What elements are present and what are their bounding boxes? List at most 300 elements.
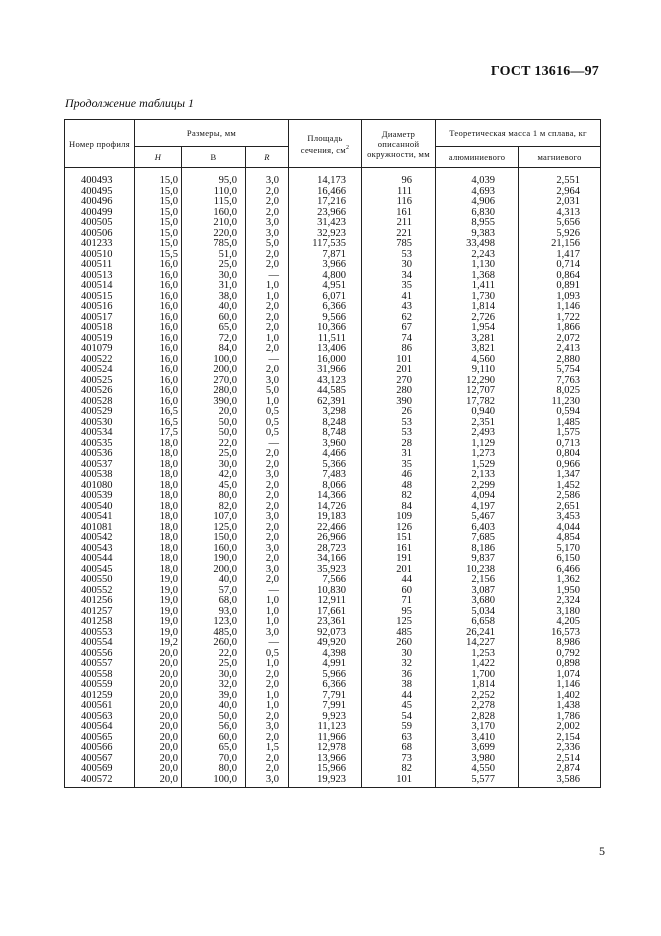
- table-cell: 3,170: [436, 722, 519, 733]
- table-cell: 51,0: [182, 250, 246, 261]
- table-cell: 18,0: [135, 491, 182, 502]
- table-cell: 400557: [65, 659, 135, 670]
- table-cell: 2,0: [246, 187, 289, 198]
- table-cell: 0,966: [519, 460, 601, 471]
- table-cell: 40,0: [182, 701, 246, 712]
- table-cell: 30: [362, 649, 436, 660]
- table-cell: 49,920: [289, 638, 362, 649]
- table-cell: 68,0: [182, 596, 246, 607]
- table-cell: 4,854: [519, 533, 601, 544]
- table-row: [65, 512, 601, 523]
- table-cell: 260,0: [182, 638, 246, 649]
- table-row: [65, 197, 601, 208]
- table-cell: 5,754: [519, 365, 601, 376]
- table-cell: 15,0: [135, 197, 182, 208]
- table-cell: 401233: [65, 239, 135, 250]
- col-b: B: [182, 147, 246, 168]
- col-aluminium: алюминиевого: [436, 147, 519, 168]
- table-cell: 2,0: [246, 680, 289, 691]
- table-cell: 400506: [65, 229, 135, 240]
- table-cell: 19,923: [289, 775, 362, 788]
- table-cell: 117,535: [289, 239, 362, 250]
- table-cell: 19,0: [135, 617, 182, 628]
- table-cell: 11,123: [289, 722, 362, 733]
- table-cell: 20,0: [135, 670, 182, 681]
- table-cell: 400519: [65, 334, 135, 345]
- table-cell: 10,830: [289, 586, 362, 597]
- table-cell: 161: [362, 544, 436, 555]
- table-cell: 400559: [65, 680, 135, 691]
- table-cell: 2,0: [246, 733, 289, 744]
- table-cell: 2,874: [519, 764, 601, 775]
- table-row: [65, 449, 601, 460]
- table-cell: 1,700: [436, 670, 519, 681]
- table-cell: 31,0: [182, 281, 246, 292]
- table-cell: 3,0: [246, 168, 289, 187]
- table-cell: 3,0: [246, 775, 289, 788]
- table-cell: —: [246, 271, 289, 282]
- table-cell: 53: [362, 418, 436, 429]
- table-cell: 25,0: [182, 659, 246, 670]
- table-cell: 44: [362, 691, 436, 702]
- table-cell: 2,0: [246, 197, 289, 208]
- table-cell: 22,0: [182, 439, 246, 450]
- table-cell: 4,550: [436, 764, 519, 775]
- table-cell: 3,0: [246, 376, 289, 387]
- table-cell: 14,173: [289, 168, 362, 187]
- table-cell: 100,0: [182, 775, 246, 788]
- table-cell: 8,066: [289, 481, 362, 492]
- table-cell: 1,0: [246, 292, 289, 303]
- table-cell: 280,0: [182, 386, 246, 397]
- table-cell: 36: [362, 670, 436, 681]
- table-cell: 400524: [65, 365, 135, 376]
- table-cell: 1,0: [246, 397, 289, 408]
- table-cell: 1,368: [436, 271, 519, 282]
- table-cell: 5,0: [246, 386, 289, 397]
- table-cell: 21,156: [519, 239, 601, 250]
- table-cell: 3,453: [519, 512, 601, 523]
- table-cell: 45,0: [182, 481, 246, 492]
- table-cell: 3,960: [289, 439, 362, 450]
- table-cell: 2,324: [519, 596, 601, 607]
- table-cell: 400561: [65, 701, 135, 712]
- table-cell: 1,146: [519, 680, 601, 691]
- table-row: [65, 701, 601, 712]
- table-cell: 4,466: [289, 449, 362, 460]
- table-cell: 2,243: [436, 250, 519, 261]
- table-cell: 3,586: [519, 775, 601, 788]
- table-cell: 12,911: [289, 596, 362, 607]
- table-cell: 1,529: [436, 460, 519, 471]
- table-cell: 200,0: [182, 365, 246, 376]
- table-cell: 12,707: [436, 386, 519, 397]
- table-cell: 400564: [65, 722, 135, 733]
- table-cell: 73: [362, 754, 436, 765]
- table-cell: 111: [362, 187, 436, 198]
- table-cell: 400526: [65, 386, 135, 397]
- table-cell: 16,0: [135, 355, 182, 366]
- table-cell: 70,0: [182, 754, 246, 765]
- table-cell: 1,866: [519, 323, 601, 334]
- table-cell: 390: [362, 397, 436, 408]
- table-cell: 16,0: [135, 281, 182, 292]
- table-cell: 2,0: [246, 302, 289, 313]
- table-cell: 31: [362, 449, 436, 460]
- table-cell: 18,0: [135, 481, 182, 492]
- table-cell: 2,031: [519, 197, 601, 208]
- table-cell: 221: [362, 229, 436, 240]
- table-cell: 4,094: [436, 491, 519, 502]
- table-cell: 59: [362, 722, 436, 733]
- table-cell: 63: [362, 733, 436, 744]
- standard-designation: ГОСТ 13616—97: [490, 64, 599, 79]
- table-cell: 2,0: [246, 260, 289, 271]
- table-cell: 23,966: [289, 208, 362, 219]
- table-cell: 4,044: [519, 523, 601, 534]
- table-cell: 1,5: [246, 743, 289, 754]
- table-cell: 400569: [65, 764, 135, 775]
- col-area-sup: 2: [345, 144, 350, 151]
- table-cell: 8,025: [519, 386, 601, 397]
- table-cell: 400552: [65, 586, 135, 597]
- table-cell: 401079: [65, 344, 135, 355]
- table-cell: 0,940: [436, 407, 519, 418]
- table-cell: 84,0: [182, 344, 246, 355]
- table-body: [65, 168, 601, 788]
- table-cell: 3,980: [436, 754, 519, 765]
- table-cell: 2,0: [246, 250, 289, 261]
- table-cell: 6,150: [519, 554, 601, 565]
- table-cell: 20,0: [182, 407, 246, 418]
- table-cell: 2,0: [246, 481, 289, 492]
- table-cell: 0,891: [519, 281, 601, 292]
- table-cell: 1,362: [519, 575, 601, 586]
- table-cell: 20,0: [135, 722, 182, 733]
- table-cell: 400517: [65, 313, 135, 324]
- table-cell: 160,0: [182, 544, 246, 555]
- table-cell: 2,0: [246, 523, 289, 534]
- table-cell: 65,0: [182, 323, 246, 334]
- table-cell: 0,792: [519, 649, 601, 660]
- table-cell: 19,0: [135, 586, 182, 597]
- table-cell: 400528: [65, 397, 135, 408]
- table-cell: 2,0: [246, 460, 289, 471]
- table-row: [65, 533, 601, 544]
- table-cell: 123,0: [182, 617, 246, 628]
- table-row: [65, 218, 601, 229]
- table-cell: 1,411: [436, 281, 519, 292]
- table-cell: 6,366: [289, 680, 362, 691]
- table-cell: 1,129: [436, 439, 519, 450]
- table-cell: 200,0: [182, 565, 246, 576]
- table-cell: 7,791: [289, 691, 362, 702]
- table-cell: 32,923: [289, 229, 362, 240]
- table-cell: 15,5: [135, 250, 182, 261]
- page-number: 5: [599, 844, 605, 858]
- table-cell: 28,723: [289, 544, 362, 555]
- table-cell: 400541: [65, 512, 135, 523]
- table-cell: 1,093: [519, 292, 601, 303]
- table-cell: 4,991: [289, 659, 362, 670]
- table-cell: 1,452: [519, 481, 601, 492]
- table-cell: 20,0: [135, 691, 182, 702]
- table-caption: Продолжение таблицы 1: [65, 96, 195, 110]
- table-cell: 1,0: [246, 659, 289, 670]
- table-cell: 17,782: [436, 397, 519, 408]
- table-cell: 2,133: [436, 470, 519, 481]
- table-row: [65, 281, 601, 292]
- table-row: [65, 386, 601, 397]
- table-cell: 390,0: [182, 397, 246, 408]
- table-cell: 0,714: [519, 260, 601, 271]
- table-cell: 400505: [65, 218, 135, 229]
- table-cell: 17,5: [135, 428, 182, 439]
- table-cell: 3,0: [246, 470, 289, 481]
- table-cell: 1,954: [436, 323, 519, 334]
- table-row: [65, 764, 601, 775]
- table-cell: 201: [362, 565, 436, 576]
- table-cell: 2,0: [246, 670, 289, 681]
- table-cell: 401081: [65, 523, 135, 534]
- table-cell: 400529: [65, 407, 135, 418]
- table-cell: 2,299: [436, 481, 519, 492]
- table-cell: 160,0: [182, 208, 246, 219]
- table-cell: 400554: [65, 638, 135, 649]
- table-cell: 30: [362, 260, 436, 271]
- table-cell: 1,130: [436, 260, 519, 271]
- table-row: [65, 680, 601, 691]
- table-cell: 400530: [65, 418, 135, 429]
- table-cell: 56,0: [182, 722, 246, 733]
- table-cell: 16,0: [135, 397, 182, 408]
- table-cell: 26: [362, 407, 436, 418]
- col-diameter: Диаметр описанной окружности, мм: [362, 120, 436, 168]
- table-cell: 2,0: [246, 533, 289, 544]
- table-cell: 1,0: [246, 334, 289, 345]
- table-cell: 18,0: [135, 460, 182, 471]
- table-cell: 400525: [65, 376, 135, 387]
- table-cell: 5,170: [519, 544, 601, 555]
- table-cell: 11,511: [289, 334, 362, 345]
- table-cell: 400567: [65, 754, 135, 765]
- table-cell: 260: [362, 638, 436, 649]
- table-cell: 1,814: [436, 680, 519, 691]
- table-cell: 16,0: [135, 376, 182, 387]
- table-cell: 30,0: [182, 271, 246, 282]
- table-cell: 15,0: [135, 168, 182, 187]
- table-cell: 46: [362, 470, 436, 481]
- table-row: [65, 323, 601, 334]
- table-cell: 40,0: [182, 575, 246, 586]
- table-cell: 2,880: [519, 355, 601, 366]
- table-cell: 126: [362, 523, 436, 534]
- table-cell: 125,0: [182, 523, 246, 534]
- table-cell: 1,814: [436, 302, 519, 313]
- table-cell: 25,0: [182, 449, 246, 460]
- table-cell: 1,273: [436, 449, 519, 460]
- table-cell: 1,722: [519, 313, 601, 324]
- table-cell: 1,402: [519, 691, 601, 702]
- table-cell: 0,5: [246, 428, 289, 439]
- table-cell: 400534: [65, 428, 135, 439]
- table-cell: 93,0: [182, 607, 246, 618]
- table-cell: 4,039: [436, 168, 519, 187]
- col-area: [289, 120, 362, 168]
- table-cell: 400544: [65, 554, 135, 565]
- table-cell: 23,361: [289, 617, 362, 628]
- table-cell: 38,0: [182, 292, 246, 303]
- table-cell: 19,2: [135, 638, 182, 649]
- table-cell: 2,0: [246, 712, 289, 723]
- table-cell: 400495: [65, 187, 135, 198]
- table-cell: 18,0: [135, 512, 182, 523]
- table-cell: 5,467: [436, 512, 519, 523]
- table-cell: 0,864: [519, 271, 601, 282]
- table-cell: 2,0: [246, 323, 289, 334]
- table-cell: 82,0: [182, 502, 246, 513]
- table-cell: 2,336: [519, 743, 601, 754]
- table-cell: 5,0: [246, 239, 289, 250]
- table-cell: 6,071: [289, 292, 362, 303]
- table-cell: 33,498: [436, 239, 519, 250]
- table-cell: 3,966: [289, 260, 362, 271]
- table-cell: 2,964: [519, 187, 601, 198]
- table-cell: 16,0: [135, 302, 182, 313]
- table-cell: 43: [362, 302, 436, 313]
- table-cell: 19,0: [135, 607, 182, 618]
- table-cell: 280: [362, 386, 436, 397]
- table-cell: 2,252: [436, 691, 519, 702]
- table-cell: 401080: [65, 481, 135, 492]
- table-cell: 400540: [65, 502, 135, 513]
- table-cell: 2,0: [246, 502, 289, 513]
- table-cell: 2,413: [519, 344, 601, 355]
- table-cell: 54: [362, 712, 436, 723]
- table-cell: 1,438: [519, 701, 601, 712]
- table-cell: 785,0: [182, 239, 246, 250]
- table-cell: 16,0: [135, 271, 182, 282]
- table-cell: 15,0: [135, 208, 182, 219]
- table-cell: 19,0: [135, 575, 182, 586]
- table-cell: 400513: [65, 271, 135, 282]
- table-cell: 2,0: [246, 208, 289, 219]
- table-cell: 109: [362, 512, 436, 523]
- table-cell: 20,0: [135, 659, 182, 670]
- table-cell: 39,0: [182, 691, 246, 702]
- table-cell: 16,5: [135, 418, 182, 429]
- table-cell: 485: [362, 628, 436, 639]
- table-cell: 2,0: [246, 491, 289, 502]
- table-cell: 30,0: [182, 460, 246, 471]
- table-cell: 400496: [65, 197, 135, 208]
- table-cell: 3,0: [246, 628, 289, 639]
- table-cell: 16,0: [135, 365, 182, 376]
- table-cell: 72,0: [182, 334, 246, 345]
- table-cell: 4,906: [436, 197, 519, 208]
- table-cell: 2,586: [519, 491, 601, 502]
- table-row: [65, 575, 601, 586]
- table-row: [65, 659, 601, 670]
- table-cell: 401259: [65, 691, 135, 702]
- table-cell: 25,0: [182, 260, 246, 271]
- table-cell: 2,002: [519, 722, 601, 733]
- table-cell: 84: [362, 502, 436, 513]
- table-cell: 31,423: [289, 218, 362, 229]
- table-cell: 2,156: [436, 575, 519, 586]
- table-cell: 7,685: [436, 533, 519, 544]
- table-cell: 1,146: [519, 302, 601, 313]
- table-cell: 2,072: [519, 334, 601, 345]
- table-cell: 3,0: [246, 544, 289, 555]
- table-cell: 92,073: [289, 628, 362, 639]
- table-cell: 1,0: [246, 617, 289, 628]
- table-cell: 400563: [65, 712, 135, 723]
- table-cell: 20,0: [135, 649, 182, 660]
- table-cell: 8,748: [289, 428, 362, 439]
- table-cell: 107,0: [182, 512, 246, 523]
- table-cell: 16,0: [135, 292, 182, 303]
- table-cell: 14,726: [289, 502, 362, 513]
- table-cell: 0,804: [519, 449, 601, 460]
- table-cell: 1,417: [519, 250, 601, 261]
- table-cell: 6,403: [436, 523, 519, 534]
- table-cell: 10,238: [436, 565, 519, 576]
- table-cell: 80,0: [182, 491, 246, 502]
- table-cell: —: [246, 439, 289, 450]
- table-row: [65, 743, 601, 754]
- table-cell: 20,0: [135, 733, 182, 744]
- table-row: [65, 302, 601, 313]
- table-cell: 14,227: [436, 638, 519, 649]
- table-cell: 35,923: [289, 565, 362, 576]
- table-cell: 18,0: [135, 439, 182, 450]
- table-cell: 100,0: [182, 355, 246, 366]
- table-row: [65, 428, 601, 439]
- table-cell: 35: [362, 281, 436, 292]
- table-cell: 18,0: [135, 554, 182, 565]
- table-cell: 11,230: [519, 397, 601, 408]
- table-cell: 400536: [65, 449, 135, 460]
- table-cell: 16,573: [519, 628, 601, 639]
- table-cell: 5,926: [519, 229, 601, 240]
- table-cell: 16,0: [135, 313, 182, 324]
- table-cell: 68: [362, 743, 436, 754]
- table-cell: 1,074: [519, 670, 601, 681]
- table-cell: 17,661: [289, 607, 362, 618]
- table-cell: 1,950: [519, 586, 601, 597]
- col-theoretical-mass: Теоретическая масса 1 м сплава, кг: [436, 120, 601, 147]
- table-cell: 62,391: [289, 397, 362, 408]
- table-cell: 20,0: [135, 754, 182, 765]
- profiles-table: [64, 119, 601, 788]
- table-cell: 13,966: [289, 754, 362, 765]
- table-cell: 15,966: [289, 764, 362, 775]
- table-cell: 42,0: [182, 470, 246, 481]
- table-cell: 191: [362, 554, 436, 565]
- table-cell: 2,154: [519, 733, 601, 744]
- table-cell: 4,800: [289, 271, 362, 282]
- table-cell: 270,0: [182, 376, 246, 387]
- table-cell: 8,955: [436, 218, 519, 229]
- table-cell: 30,0: [182, 670, 246, 681]
- table-cell: 15,0: [135, 187, 182, 198]
- table-cell: 400510: [65, 250, 135, 261]
- table-cell: 28: [362, 439, 436, 450]
- table-cell: 400542: [65, 533, 135, 544]
- table-cell: 13,406: [289, 344, 362, 355]
- table-row: [65, 554, 601, 565]
